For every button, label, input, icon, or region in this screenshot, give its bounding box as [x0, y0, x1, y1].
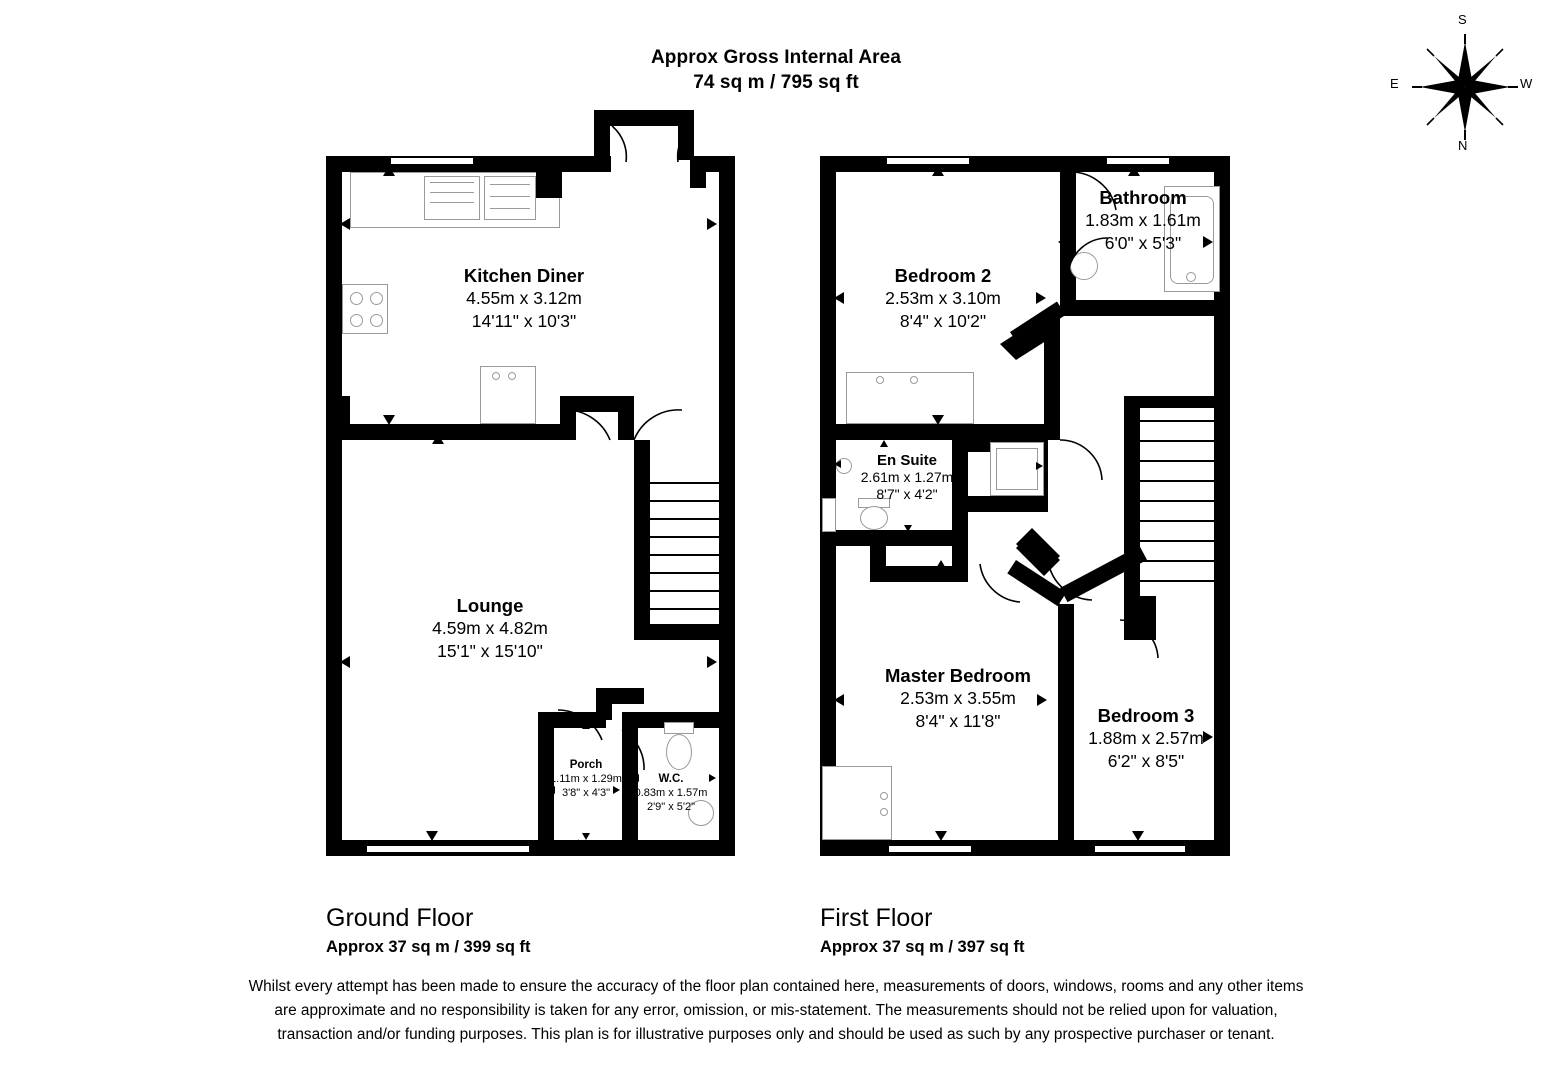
ff-dim-arrow-master-up [935, 560, 947, 570]
ff-dim-arrow-ensuite-down [904, 525, 912, 532]
ff-dim-arrow-bed2-left [834, 292, 844, 304]
gross-area-value: 74 sq m / 795 sq ft [693, 72, 859, 93]
gross-area-label: Approx Gross Internal Area [650, 47, 902, 68]
room-label-kitchen-diner: Kitchen Diner 4.55m x 3.12m 14'11" x 10'3" [463, 265, 585, 331]
ff-dim-arrow-ensuite-up [880, 440, 888, 447]
gf-dim-arrow-kitchen-down [383, 415, 395, 425]
room-label-lounge: Lounge 4.59m x 4.82m 15'1" x 15'10" [432, 595, 548, 661]
ff-dim-arrow-master-left [834, 694, 844, 706]
room-label-bedroom-2: Bedroom 2 2.53m x 3.10m 8'4" x 10'2" [885, 265, 1001, 331]
ff-dim-arrow-bed3-right [1203, 731, 1213, 743]
gf-door-swings [326, 110, 746, 870]
ff-dim-arrow-bed2-down [932, 415, 944, 425]
gf-dim-arrow-lounge-down [426, 831, 438, 841]
room-label-bathroom: Bathroom 1.83m x 1.61m 6'0" x 5'3" [1085, 187, 1201, 253]
gf-dim-arrow-porch-down [582, 833, 590, 840]
gf-dim-arrow-wc-up [683, 712, 691, 719]
compass-icon [1392, 14, 1538, 160]
ff-dim-arrow-ensuite-left [834, 460, 841, 468]
room-label-porch: Porch 1.11m x 1.29m 3'8" x 4'3" [550, 759, 622, 799]
gf-dim-arrow-kitchen-right [707, 218, 717, 230]
ground-floor-caption: Ground Floor Approx 37 sq m / 399 sq ft [326, 904, 531, 956]
room-label-ensuite: En Suite 2.61m x 1.27m 8'7" x 4'2" [860, 452, 954, 502]
gf-dim-arrow-kitchen-left [340, 218, 350, 230]
gf-dim-arrow-wc-left [632, 774, 639, 782]
gf-dim-arrow-porch-left [548, 786, 555, 794]
disclaimer-text: Whilst every attempt has been made to ensure the accuracy of the floor plan contained here, measurements of doors, windows, rooms and any other items are approximate and no responsibility is taken for any error, omission, or mis-statement. The measurements should not be relied upon for valuation, transaction and/or funding purposes. This plan is for illustrative purposes only and should be used as such by any prospective purchaser or tenant. [248, 978, 1304, 1043]
room-label-wc: W.C. 0.83m x 1.57m 2'9" x 5'2" [634, 773, 708, 813]
page-title [0, 45, 1552, 95]
first-floor-caption: First Floor Approx 37 sq m / 397 sq ft [820, 904, 1025, 956]
ff-dim-arrow-bathroom-right [1203, 236, 1213, 248]
compass-label-east: E [1390, 76, 1399, 91]
ff-dim-arrow-bed2-right [1036, 292, 1046, 304]
ff-dim-arrow-bathroom-left [1058, 236, 1068, 248]
compass-label-north: N [1458, 138, 1468, 153]
gf-dim-arrow-lounge-right [707, 656, 717, 668]
ff-dim-arrow-bed2-up [932, 166, 944, 176]
room-label-master-bedroom: Master Bedroom 2.53m x 3.55m 8'4" x 11'8" [885, 665, 1031, 731]
ff-dim-arrow-bed3-up [1132, 622, 1144, 632]
ff-dim-arrow-master-down [935, 831, 947, 841]
gf-dim-arrow-lounge-left [340, 656, 350, 668]
gf-dim-arrow-kitchen-up [383, 166, 395, 176]
ff-dim-arrow-master-right [1037, 694, 1047, 706]
gf-dim-arrow-wc-right [709, 774, 716, 782]
gf-dim-arrow-lounge-up [432, 434, 444, 444]
ff-dim-arrow-ensuite-right [1036, 462, 1043, 470]
gf-dim-arrow-porch-up [582, 722, 590, 729]
compass-label-south: S [1458, 12, 1467, 27]
ff-dim-arrow-bed3-down [1132, 831, 1144, 841]
ff-dim-arrow-bed3-left [1062, 731, 1072, 743]
room-label-bedroom-3: Bedroom 3 1.88m x 2.57m 6'2" x 8'5" [1088, 705, 1204, 771]
compass-label-west: W [1520, 76, 1533, 91]
ff-dim-arrow-bathroom-up [1128, 166, 1140, 176]
